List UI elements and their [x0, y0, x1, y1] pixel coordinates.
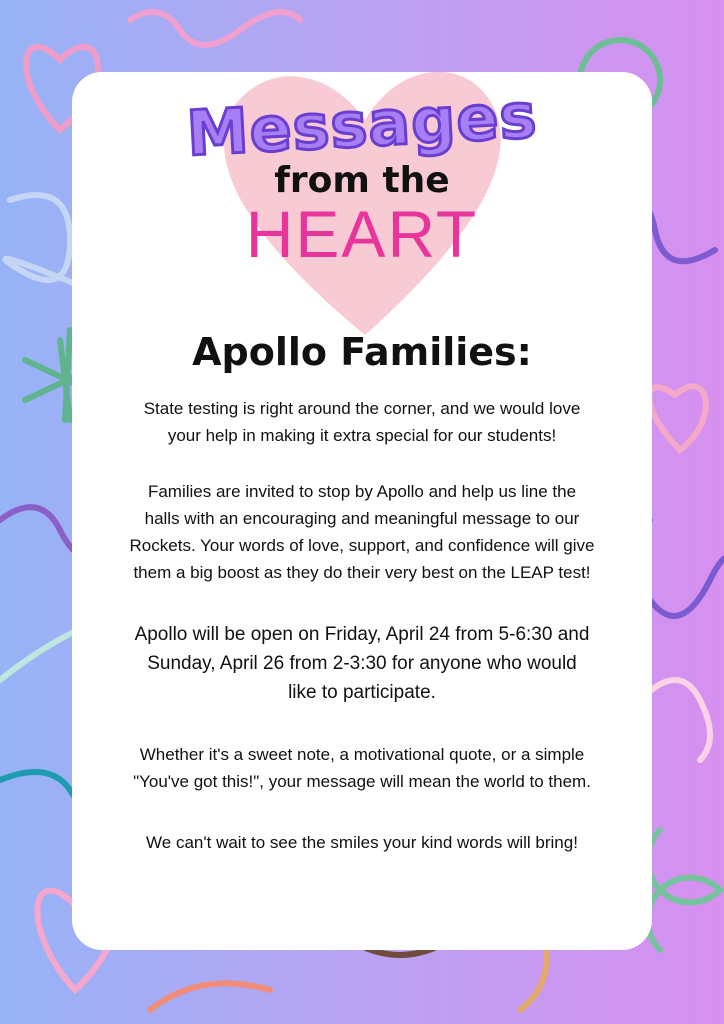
text-line: "You've got this!", your message will mean the world to them.: [133, 772, 591, 791]
paragraph-message-ideas: [90, 741, 634, 795]
text-line: Rockets. Your words of love, support, and confidence will give: [129, 536, 595, 555]
text-line: them a big boost as they do their very best on the LEAP test!: [133, 563, 591, 582]
title-from-the: from the: [274, 160, 450, 201]
text-line: Apollo will be open on Friday, April 24 from 5-6:30 and: [134, 624, 590, 645]
text-line: Whether it's a sweet note, a motivational quote, or a simple: [139, 745, 585, 764]
text-line: State testing is right around the corner, and we would love: [143, 399, 581, 418]
text-line: like to participate.: [288, 682, 436, 703]
text-line: Sunday, April 26 from 2-3:30 for anyone who would: [147, 653, 577, 674]
text-line: Families are invited to stop by Apollo and help us line the: [147, 482, 577, 501]
heading-apollo-families: Apollo Families:: [192, 330, 532, 374]
text-line: halls with an encouraging and meaningful message to our: [144, 509, 580, 528]
text-line: your help in making it extra special for our students!: [167, 426, 557, 445]
title-messages: Messages: [184, 78, 540, 171]
paragraph-invitation: [90, 478, 634, 586]
text-line: We can't wait to see the smiles your kind words will bring!: [146, 833, 578, 852]
title-heart: HEART: [245, 197, 479, 271]
paragraph-closing: [90, 829, 634, 856]
paragraph-intro: [90, 395, 634, 449]
paragraph-schedule: [90, 620, 634, 707]
